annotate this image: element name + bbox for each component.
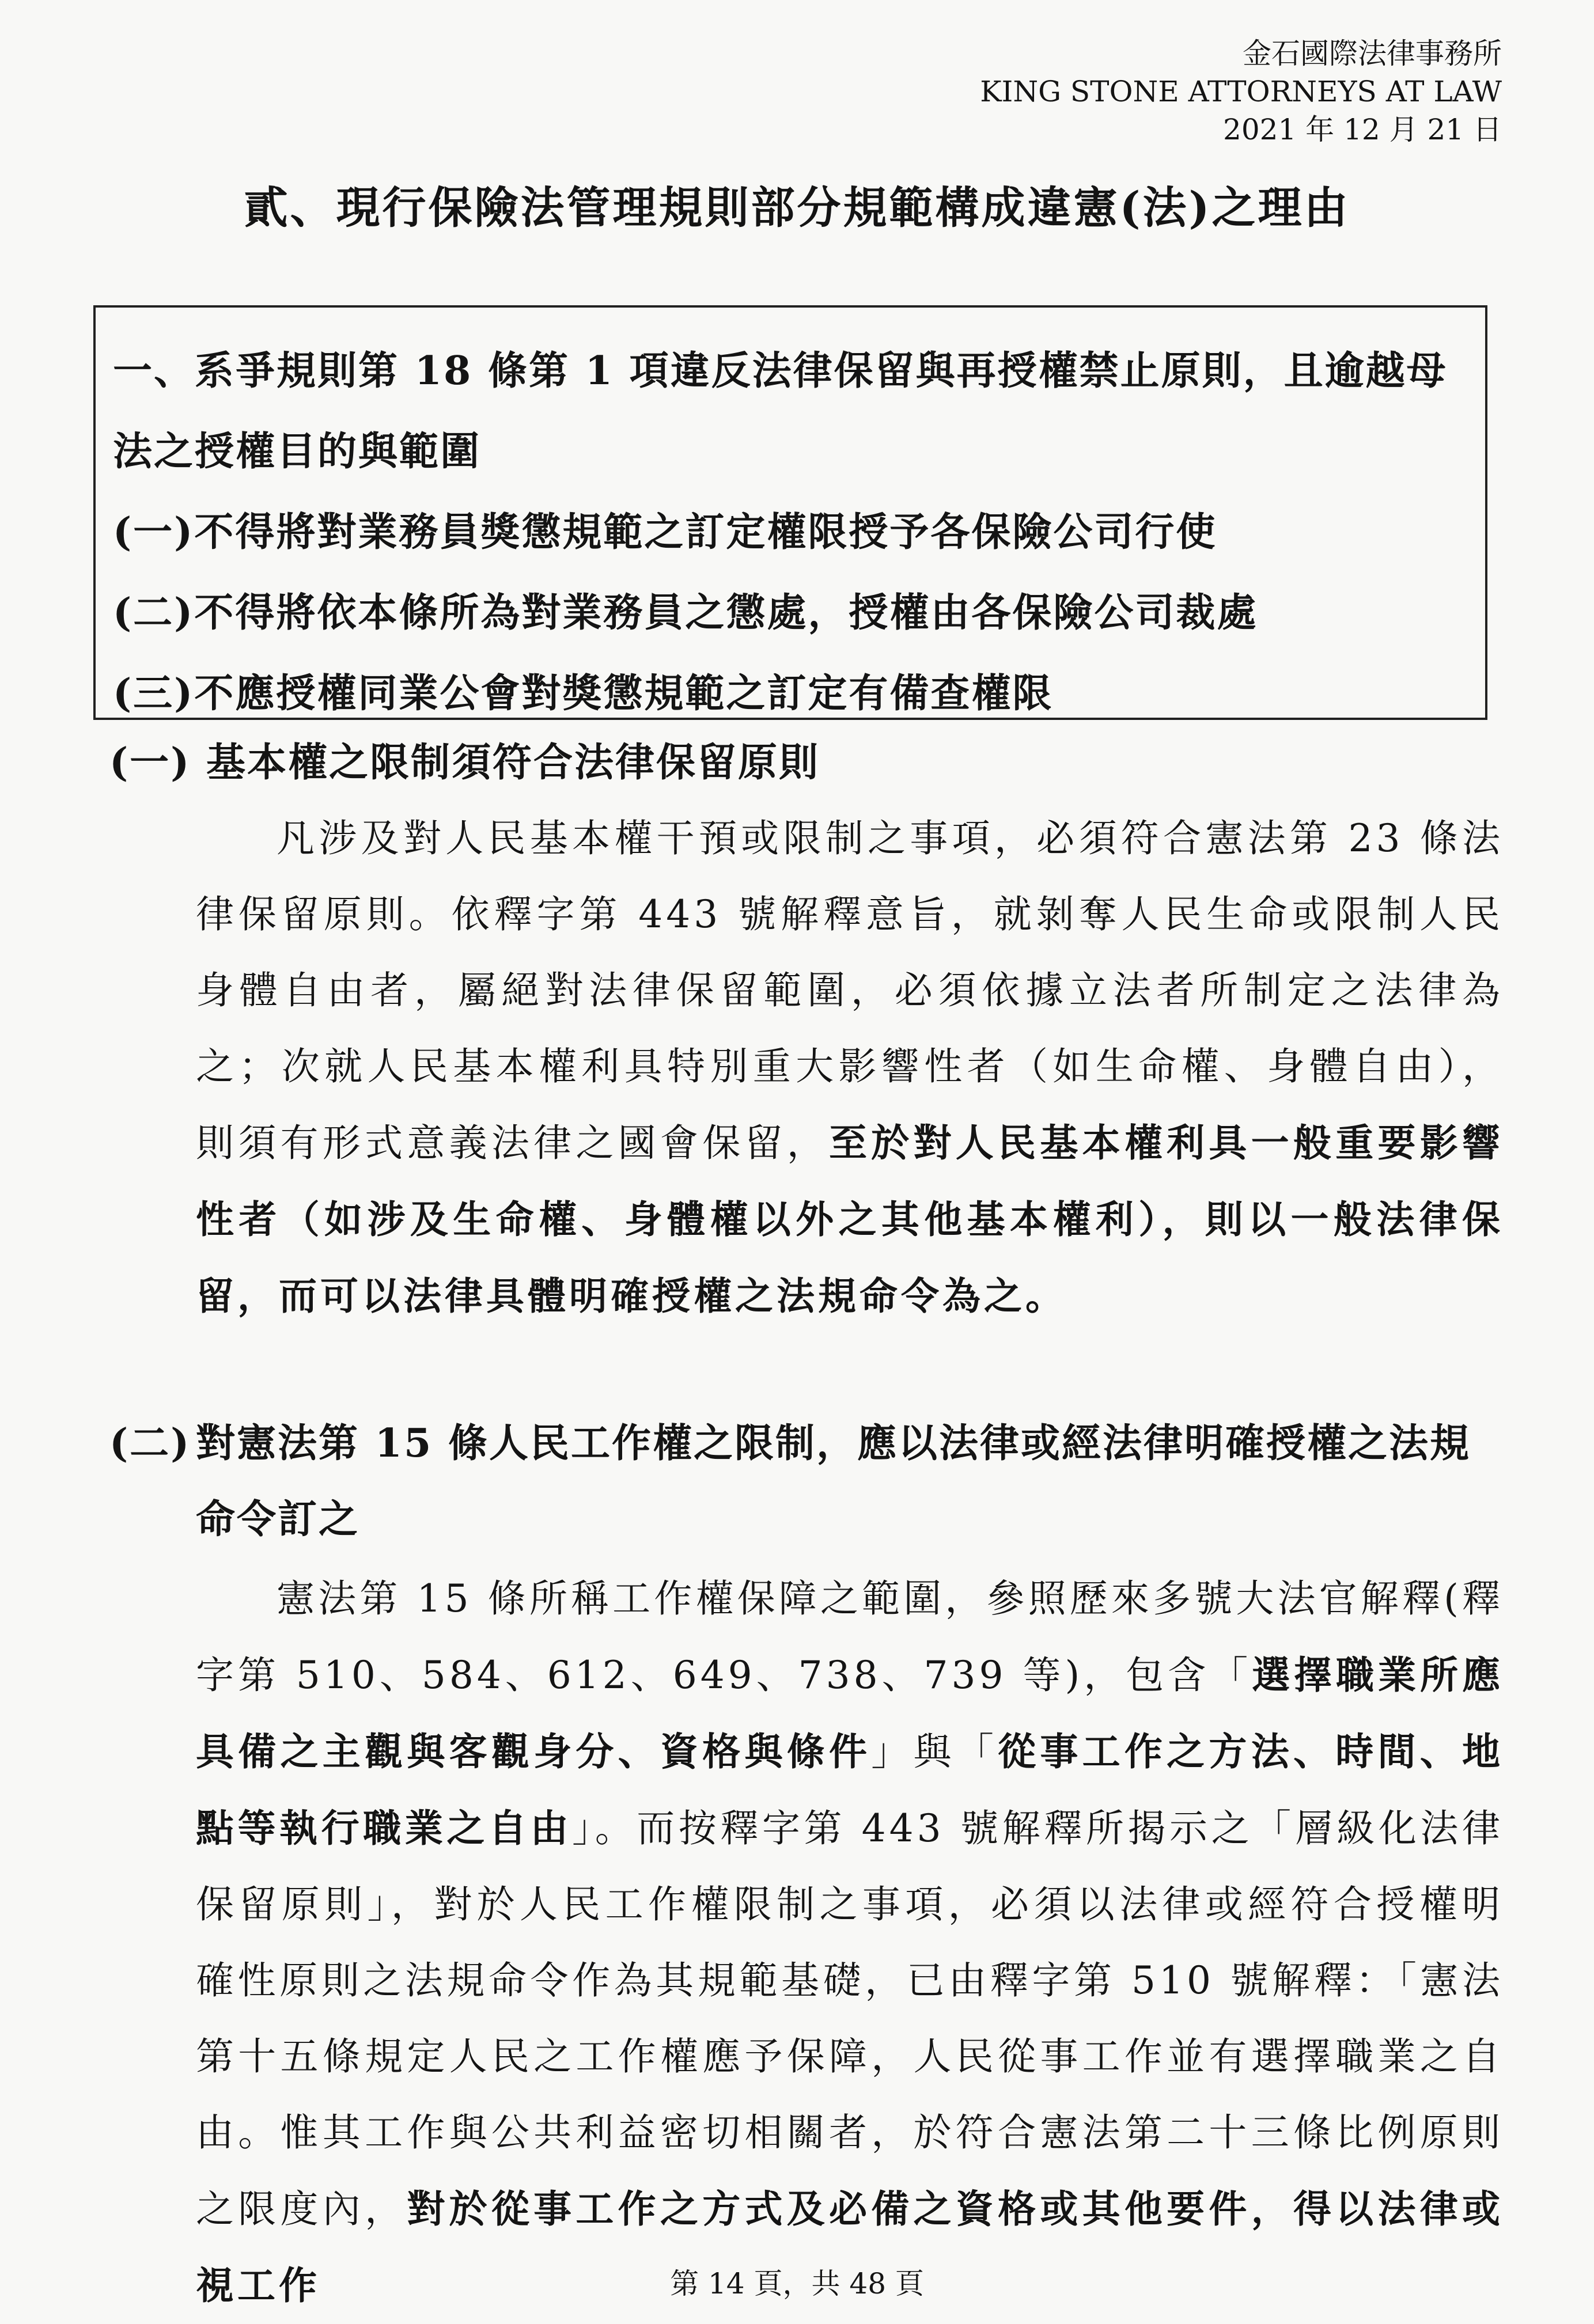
document-date: 2021 年 12 月 21 日 <box>1223 113 1502 146</box>
letterhead <box>980 35 1502 149</box>
summary-heading: 一、系爭規則第 18 條第 1 項違反法律保留與再授權禁止原則，且逾越母法之授權目的與範圍 <box>113 348 1448 475</box>
section-2-bold-2: 從事工作之方法、時間、地點等執行職業之自由 <box>196 1729 1504 1851</box>
section-2-text-3: 」。而按釋字第 443 號解釋所揭示之「層級化法律保留原則」，對於人民工作權限制之事項，必須以法律或經符合授權明確性原則之法規命令作為其規範基礎，已由釋字第 510 號解釋：「憲法第十五條規定人民之工作權應予保障，人民從事工作並有選擇職業之自由。惟其工作與公共利益密切相關者，於符合憲法第二十三條比例原則之限度內， <box>196 1806 1504 2231</box>
summary-item-2: (二)不得將依本條所為對業務員之懲處，授權由各保險公司裁處 <box>113 590 1258 636</box>
section-2-number: (二) <box>109 1420 191 1466</box>
page-title: 貳、現行保險法管理規則部分規範構成違憲(法)之理由 <box>244 182 1350 233</box>
summary-box <box>93 305 1487 720</box>
section-2-title: 對憲法第 15 條人民工作權之限制，應以法律或經法律明確授權之法規命令訂之 <box>196 1420 1471 1542</box>
firm-name-english: KING STONE ATTORNEYS AT LAW <box>980 75 1502 108</box>
section-2-bold-3: 對於從事工作之方式及必備之資格或其他要件，得以法律或視工作 <box>196 2186 1504 2308</box>
summary-item-3: (三)不應授權同業公會對獎懲規範之訂定有備查權限 <box>113 670 1054 716</box>
firm-name-chinese: 金石國際法律事務所 <box>1243 37 1502 70</box>
summary-item-1: (一)不得將對業務員獎懲規範之訂定權限授予各保險公司行使 <box>113 509 1217 555</box>
section-1-heading: (一) 基本權之限制須符合法律保留原則 <box>109 740 820 786</box>
page-number: 第 14 頁，共 48 頁 <box>670 2267 924 2300</box>
section-1-paragraph <box>196 801 1504 1335</box>
section-2-heading <box>109 1405 1504 1557</box>
section-1-bold-text: 至於對人民基本權利具一般重要影響性者（如涉及生命權、身體權以外之其他基本權利），則以一般法律保留，而可以法律具體明確授權之法規命令為之。 <box>196 1120 1504 1318</box>
section-2-text-2: 」與「 <box>871 1730 998 1774</box>
section-2-text-1: 憲法第 15 條所稱工作權保障之範圍，參照歷來多號大法官解釋(釋字第 510、584、612、649、738、739 等)，包含「 <box>196 1576 1504 1697</box>
section-2-bold-1: 選擇職業所應具備之主觀與客觀身分、資格與條件 <box>196 1652 1504 1774</box>
section-1-text: 凡涉及對人民基本權干預或限制之事項，必須符合憲法第 23 條法律保留原則。依釋字第 443 號解釋意旨，就剝奪人民生命或限制人民身體自由者，屬絕對法律保留範圍，必須依據立法者所制定之法律為之；次就人民基本權利具特別重大影響性者（如生命權、身體自由），則須有形式意義法律之國會保留， <box>196 816 1504 1165</box>
